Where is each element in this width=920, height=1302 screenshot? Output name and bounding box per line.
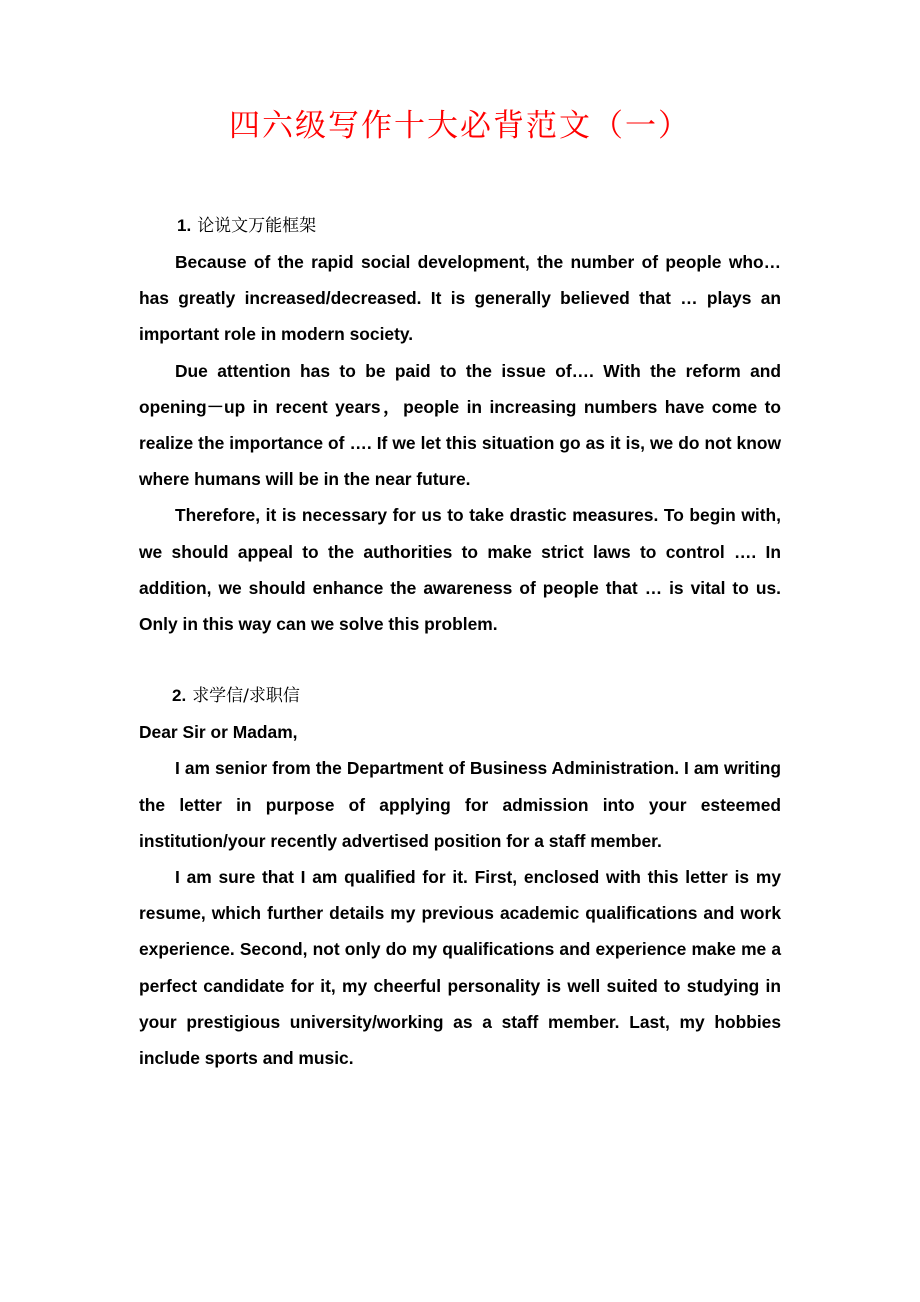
section-heading-2 <box>139 678 781 714</box>
section-number: 1. <box>177 216 192 235</box>
paragraph: Therefore, it is necessary for us to take drastic measures. To begin with, we should appeal to the authorities to make strict laws to control …. In addition, we should enhance the awareness of people that … is vital to us. Only in this way can we solve this problem. <box>139 505 781 635</box>
letter-salutation: Dear Sir or Madam, <box>139 722 298 743</box>
section-title: 求学信/求职信 <box>192 686 300 707</box>
paragraph: I am senior from the Department of Business Administration. I am writing the letter in purpose of applying for admission into your esteemed institution/your recently advertised position for a staff member. <box>139 758 781 851</box>
paragraph: I am sure that I am qualified for it. First, enclosed with this letter is my resume, which further details my previous academic qualifications and work experience. Second, not only do my qualifications and experience make me a perfect candidate for it, my cheerful personality is well suited to studying in your prestigious university/working as a staff member. Last, my hobbies include sports and music. <box>139 867 781 1069</box>
document-body <box>139 208 781 1076</box>
paragraph: Due attention has to be paid to the issue of…. With the reform and opening－up in recent years，people in increasing numbers have come to realize the importance of …. If we let this situation go as it is, we do not know where humans will be in the near future. <box>139 360 781 490</box>
section-title: 论说文万能框架 <box>197 216 317 236</box>
section-number: 2. <box>172 686 187 706</box>
section-heading-1 <box>139 208 781 244</box>
page-title: 四六级写作十大必背范文（一） <box>229 108 691 144</box>
paragraph: Because of the rapid social development, the number of people who…has greatly increased/decreased. It is generally believed that … plays an important role in modern society. <box>139 252 781 345</box>
